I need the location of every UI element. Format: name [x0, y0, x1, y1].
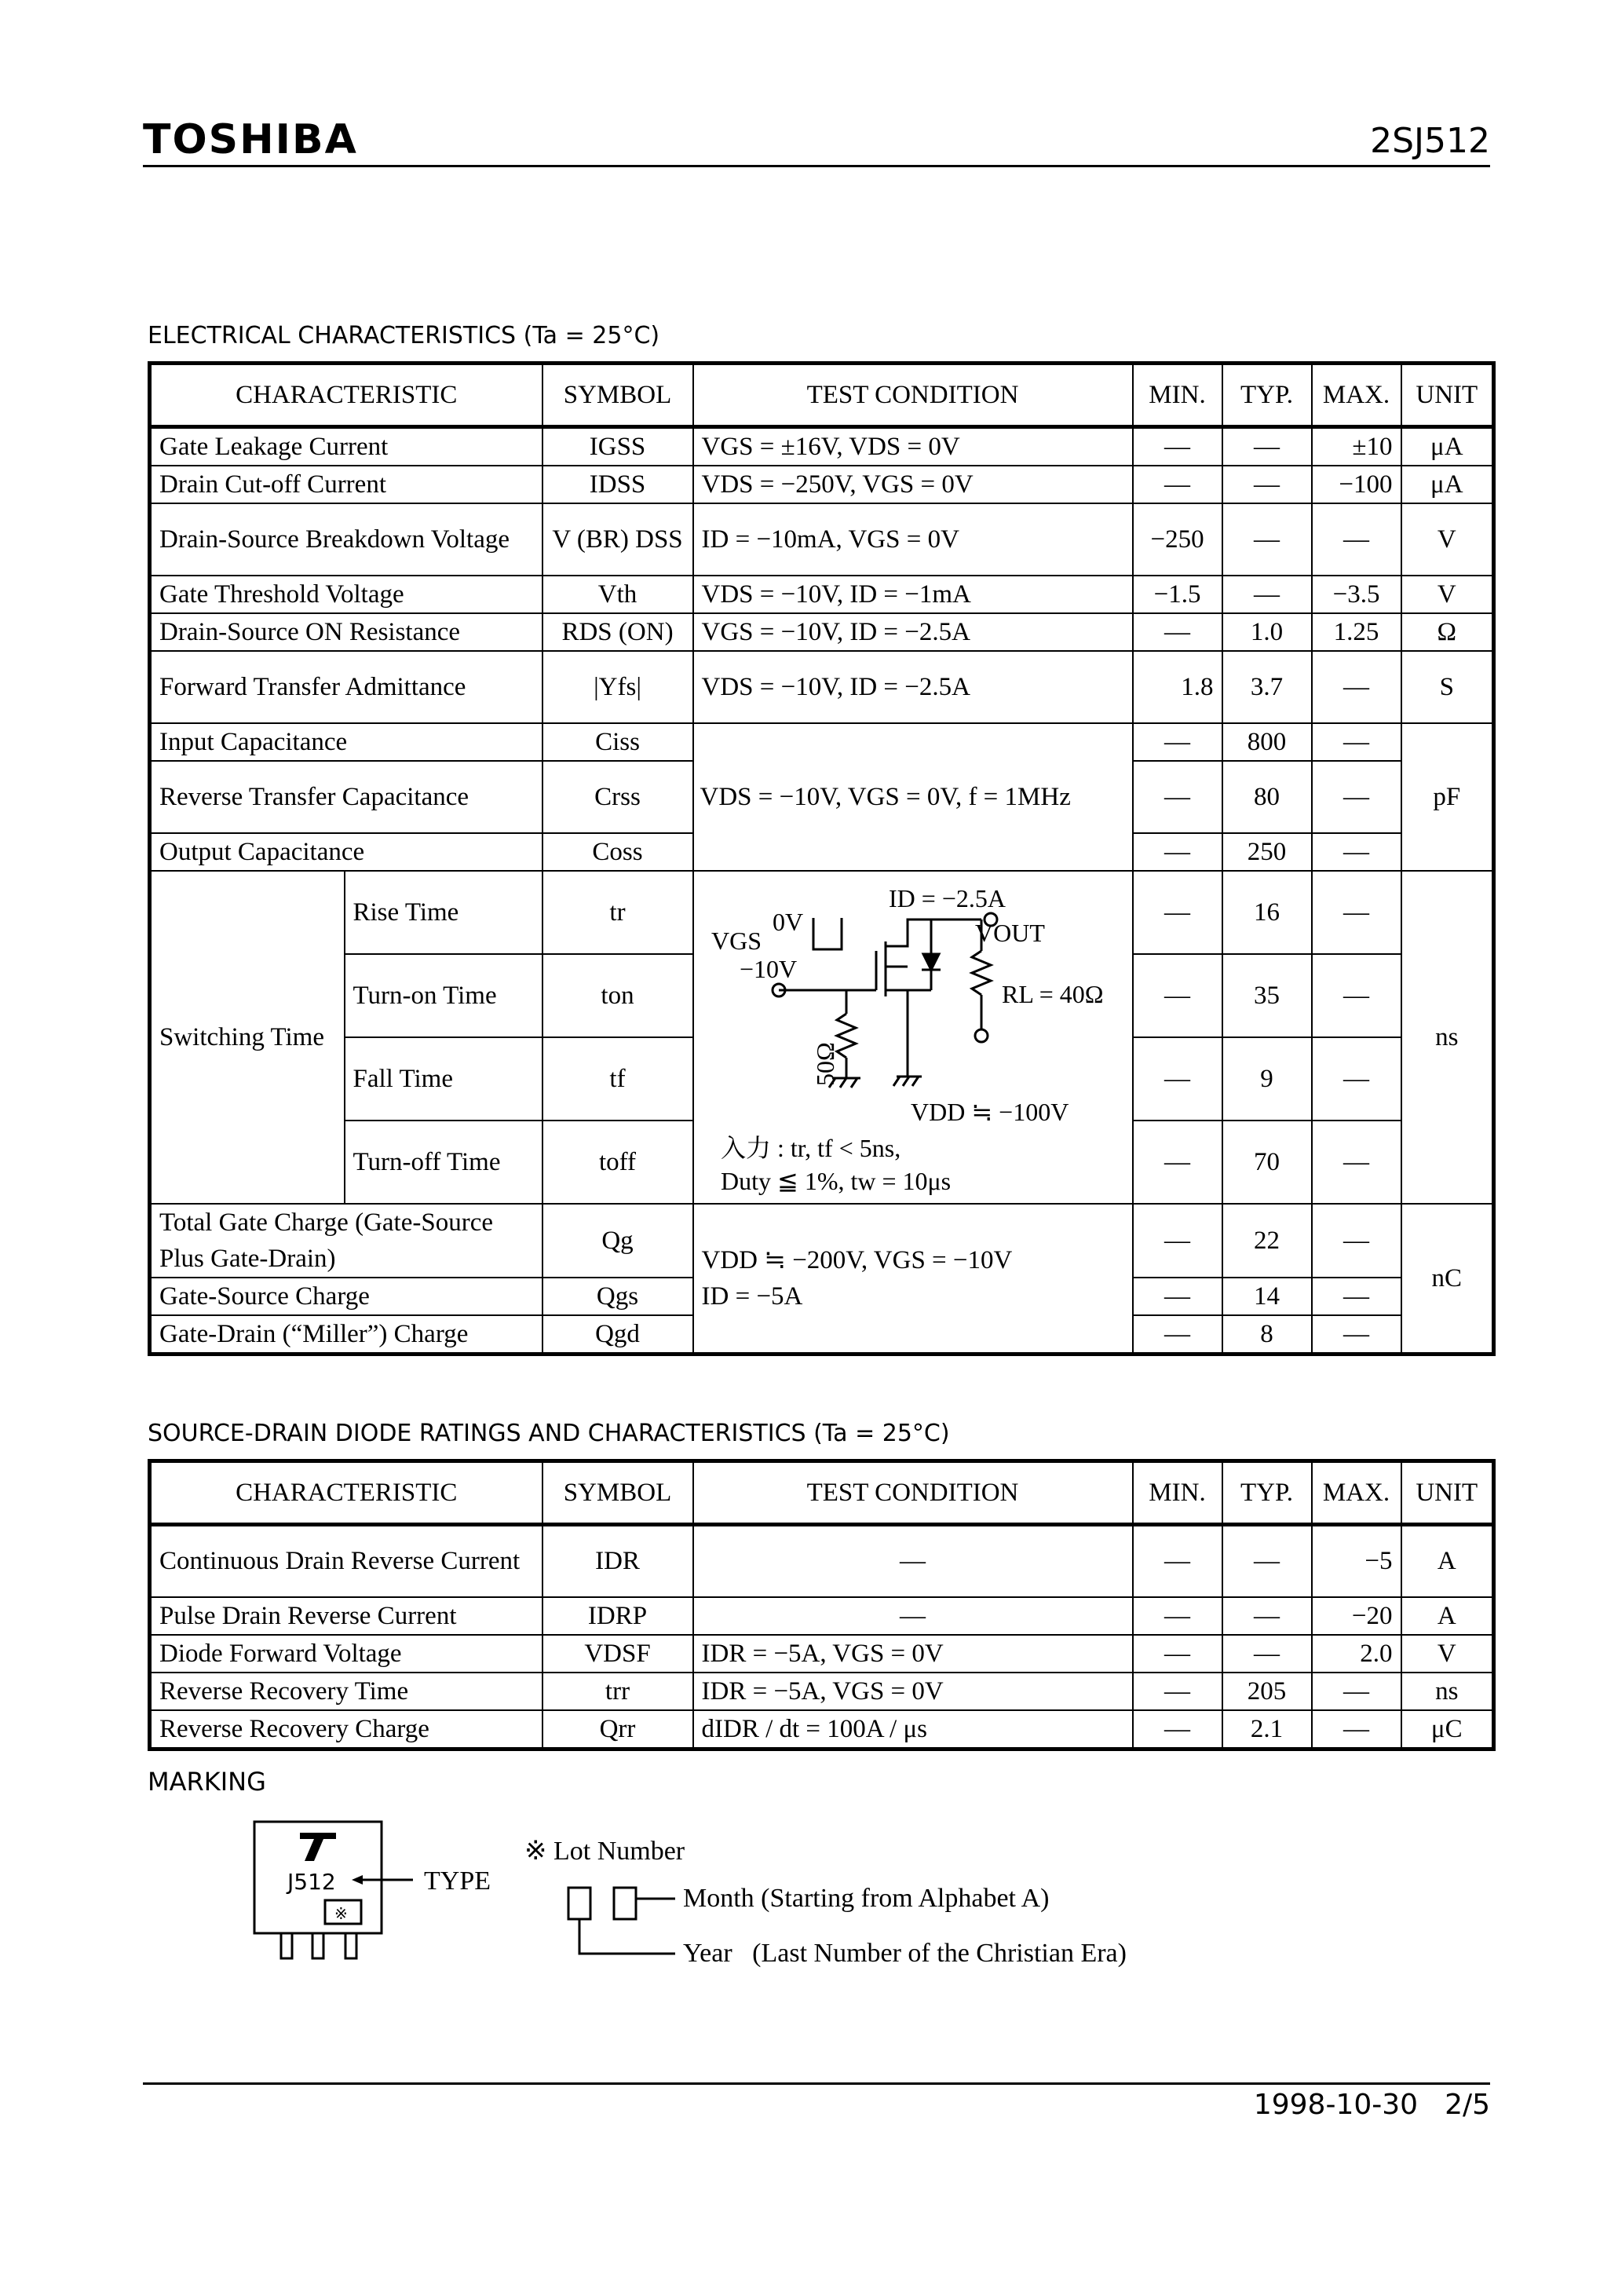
typ-cell: — — [1222, 576, 1312, 613]
switching-unit-cell: ns — [1401, 871, 1494, 1204]
circuit-vgs-label: VGS — [711, 927, 762, 955]
symbol-cell: Vth — [542, 576, 693, 613]
characteristic-cell: Drain-Source ON Resistance — [150, 613, 542, 651]
typ-cell: 2.1 — [1222, 1710, 1312, 1749]
unit-cell: A — [1401, 1525, 1494, 1597]
min-cell: — — [1133, 723, 1222, 761]
gate-charge-condition-line1: VDD ≒ −200V, VGS = −10V — [701, 1246, 1013, 1274]
footer-rule — [143, 2082, 1490, 2085]
condition-cell: dIDR / dt = 100A / μs — [693, 1710, 1133, 1749]
symbol-cell: ton — [542, 954, 693, 1037]
max-cell: — — [1312, 1673, 1401, 1710]
symbol-cell: tr — [542, 871, 693, 954]
circuit-0v-label: 0V — [772, 908, 803, 936]
condition-cell: ID = −10mA, VGS = 0V — [693, 503, 1133, 576]
table-header-row — [150, 364, 1494, 427]
characteristic-cell: Reverse Recovery Time — [150, 1673, 542, 1710]
typ-cell: 800 — [1222, 723, 1312, 761]
unit-cell: μC — [1401, 1710, 1494, 1749]
min-cell: — — [1133, 1673, 1222, 1710]
symbol-cell: Qgd — [542, 1315, 693, 1355]
circuit-vdd-label: VDD ≒ −100V — [910, 1098, 1069, 1126]
max-cell: — — [1312, 954, 1401, 1037]
min-cell: — — [1133, 1597, 1222, 1635]
device-code: J512 — [287, 1869, 336, 1895]
unit-cell: A — [1401, 1597, 1494, 1635]
col-symbol: SYMBOL — [542, 1461, 693, 1525]
load-resistor — [972, 951, 991, 995]
max-cell: −3.5 — [1312, 576, 1401, 613]
circuit-duty-note: Duty ≦ 1%, tw = 10μs — [720, 1167, 951, 1195]
characteristic-cell: Input Capacitance — [150, 723, 542, 761]
section-title-electrical: ELECTRICAL CHARACTERISTICS (Ta = 25°C) — [148, 322, 660, 349]
col-unit: UNIT — [1401, 1461, 1494, 1525]
condition-cell: VDS = −250V, VGS = 0V — [693, 466, 1133, 503]
unit-cell: ns — [1401, 1673, 1494, 1710]
col-characteristic: CHARACTERISTIC — [150, 1461, 542, 1525]
vdd-terminal — [975, 1029, 988, 1042]
typ-cell: 205 — [1222, 1673, 1312, 1710]
characteristic-cell: Drain-Source Breakdown Voltage — [150, 503, 542, 576]
condition-cell: — — [693, 1525, 1133, 1597]
gate-charge-condition-line2: ID = −5A — [701, 1282, 803, 1311]
condition-cell: VGS = −10V, ID = −2.5A — [693, 613, 1133, 651]
col-test-condition: TEST CONDITION — [693, 1461, 1133, 1525]
col-typ: TYP. — [1222, 1461, 1312, 1525]
package-lead — [312, 1933, 323, 1958]
col-unit: UNIT — [1401, 364, 1494, 427]
typ-cell: 9 — [1222, 1037, 1312, 1121]
switching-name-cell: Fall Time — [345, 1037, 542, 1121]
max-cell: −20 — [1312, 1597, 1401, 1635]
typ-cell: 80 — [1222, 761, 1312, 833]
table-row — [150, 1710, 1494, 1749]
col-characteristic: CHARACTERISTIC — [150, 364, 542, 427]
ground-hatch — [912, 1077, 919, 1086]
circuit-10v-label: −10V — [739, 955, 797, 983]
unit-cell: V — [1401, 503, 1494, 576]
characteristic-cell: Reverse Transfer Capacitance — [150, 761, 542, 833]
condition-cell: — — [693, 1597, 1133, 1635]
unit-cell: V — [1401, 576, 1494, 613]
symbol-cell: Qgs — [542, 1278, 693, 1315]
min-cell: — — [1133, 1315, 1222, 1355]
ground-hatch — [851, 1078, 857, 1088]
max-cell: — — [1312, 1204, 1401, 1278]
circuit-rl-label: RL = 40Ω — [1001, 980, 1104, 1008]
col-max: MAX. — [1312, 364, 1401, 427]
max-cell: — — [1312, 1278, 1401, 1315]
footer — [1254, 2089, 1490, 2121]
characteristic-cell: Gate Leakage Current — [150, 427, 542, 466]
symbol-cell: Crss — [542, 761, 693, 833]
toshiba-mark-icon — [300, 1833, 336, 1861]
typ-cell: — — [1222, 427, 1312, 466]
typ-cell: — — [1222, 503, 1312, 576]
typ-cell: 35 — [1222, 954, 1312, 1037]
table-row — [150, 723, 1494, 761]
table-row — [150, 466, 1494, 503]
min-cell: — — [1133, 833, 1222, 871]
min-cell: — — [1133, 1710, 1222, 1749]
min-cell: — — [1133, 1204, 1222, 1278]
col-max: MAX. — [1312, 1461, 1401, 1525]
typ-cell: — — [1222, 1525, 1312, 1597]
table-row — [150, 871, 1494, 954]
pulse-waveform — [813, 918, 842, 949]
unit-cell: μA — [1401, 466, 1494, 503]
max-cell: ±10 — [1312, 427, 1401, 466]
typ-cell: 14 — [1222, 1278, 1312, 1315]
symbol-cell: IDR — [542, 1525, 693, 1597]
header-rule — [143, 165, 1490, 167]
symbol-cell: VDSF — [542, 1635, 693, 1673]
table-row — [150, 1525, 1494, 1597]
typ-cell: 1.0 — [1222, 613, 1312, 651]
switching-name-cell: Rise Time — [345, 871, 542, 954]
type-arrow-head — [352, 1875, 363, 1885]
max-cell: — — [1312, 833, 1401, 871]
footer-page: 2/5 — [1445, 2089, 1490, 2121]
max-cell: — — [1312, 503, 1401, 576]
max-cell: — — [1312, 761, 1401, 833]
min-cell: −1.5 — [1133, 576, 1222, 613]
gate-resistor — [837, 1014, 856, 1058]
col-typ: TYP. — [1222, 364, 1312, 427]
ground-hatch — [903, 1077, 909, 1086]
min-cell: — — [1133, 1037, 1222, 1121]
typ-cell: 3.7 — [1222, 651, 1312, 723]
symbol-cell: IGSS — [542, 427, 693, 466]
typ-cell: — — [1222, 1597, 1312, 1635]
symbol-cell: toff — [542, 1121, 693, 1204]
characteristic-cell: Gate Threshold Voltage — [150, 576, 542, 613]
electrical-characteristics-table — [148, 361, 1496, 1356]
symbol-cell: tf — [542, 1037, 693, 1121]
max-cell: — — [1312, 651, 1401, 723]
marking-title: MARKING — [148, 1767, 266, 1797]
min-cell: — — [1133, 1278, 1222, 1315]
lot-number-label: ※ Lot Number — [524, 1837, 685, 1866]
max-cell: — — [1312, 723, 1401, 761]
condition-cell: IDR = −5A, VGS = 0V — [693, 1673, 1133, 1710]
year-label: Year (Last Number of the Christian Era) — [683, 1939, 1127, 1968]
symbol-cell: IDRP — [542, 1597, 693, 1635]
min-cell: 1.8 — [1133, 651, 1222, 723]
circuit-input-note: 入力 : tr, tf < 5ns, — [720, 1134, 901, 1162]
type-label: TYPE — [424, 1866, 491, 1896]
max-cell: −5 — [1312, 1525, 1401, 1597]
max-cell: — — [1312, 1037, 1401, 1121]
table-row — [150, 503, 1494, 576]
part-number: 2SJ512 — [1370, 121, 1490, 161]
circuit-id-label: ID = −2.5A — [888, 884, 1006, 912]
table-row — [150, 613, 1494, 651]
source-wire — [886, 990, 908, 1077]
section-title-diode: SOURCE-DRAIN DIODE RATINGS AND CHARACTERISTICS (Ta = 25°C) — [148, 1420, 950, 1447]
min-cell: — — [1133, 427, 1222, 466]
month-box — [614, 1888, 636, 1919]
lot-symbol: ※ — [334, 1904, 348, 1923]
ground-hatch — [893, 1077, 900, 1086]
capacitance-condition-cell: VDS = −10V, VGS = 0V, f = 1MHz — [693, 723, 1133, 871]
ground-hatch — [840, 1078, 846, 1088]
min-cell: — — [1133, 466, 1222, 503]
max-cell: — — [1312, 871, 1401, 954]
switching-name-cell: Turn-off Time — [345, 1121, 542, 1204]
min-cell: — — [1133, 1525, 1222, 1597]
symbol-cell: RDS (ON) — [542, 613, 693, 651]
max-cell: — — [1312, 1121, 1401, 1204]
drain-wire — [886, 919, 981, 946]
switching-time-label: Switching Time — [150, 871, 345, 1204]
characteristic-cell: Drain Cut-off Current — [150, 466, 542, 503]
characteristic-cell: Total Gate Charge (Gate-Source Plus Gate-Drain) — [150, 1204, 542, 1278]
typ-cell: 70 — [1222, 1121, 1312, 1204]
condition-cell: VGS = ±16V, VDS = 0V — [693, 427, 1133, 466]
min-cell: — — [1133, 1121, 1222, 1204]
col-test-condition: TEST CONDITION — [693, 364, 1133, 427]
year-box — [568, 1888, 590, 1919]
symbol-cell: |Yfs| — [542, 651, 693, 723]
min-cell: −250 — [1133, 503, 1222, 576]
switching-circuit-diagram — [694, 872, 1131, 1202]
characteristic-cell: Forward Transfer Admittance — [150, 651, 542, 723]
table-row — [150, 1635, 1494, 1673]
characteristic-cell: Gate-Source Charge — [150, 1278, 542, 1315]
table-row — [150, 427, 1494, 466]
unit-cell: Ω — [1401, 613, 1494, 651]
footer-date: 1998-10-30 — [1253, 2089, 1419, 2121]
circuit-vout-label: VOUT — [974, 919, 1045, 947]
typ-cell: — — [1222, 466, 1312, 503]
col-min: MIN. — [1133, 364, 1222, 427]
characteristic-cell: Continuous Drain Reverse Current — [150, 1525, 542, 1597]
table-row — [150, 1673, 1494, 1710]
capacitance-unit-cell: pF — [1401, 723, 1494, 871]
typ-cell: 8 — [1222, 1315, 1312, 1355]
typ-cell: 16 — [1222, 871, 1312, 954]
symbol-cell: IDSS — [542, 466, 693, 503]
table-row — [150, 651, 1494, 723]
min-cell: — — [1133, 761, 1222, 833]
unit-cell: μA — [1401, 427, 1494, 466]
max-cell: 1.25 — [1312, 613, 1401, 651]
year-leader — [579, 1919, 675, 1954]
brand-logo: TOSHIBA — [143, 116, 358, 163]
marking-diagram — [236, 1806, 1335, 1994]
max-cell: — — [1312, 1710, 1401, 1749]
symbol-cell: Ciss — [542, 723, 693, 761]
min-cell: — — [1133, 1635, 1222, 1673]
typ-cell: — — [1222, 1635, 1312, 1673]
switching-test-circuit — [693, 871, 1133, 1204]
min-cell: — — [1133, 871, 1222, 954]
typ-cell: 250 — [1222, 833, 1312, 871]
col-symbol: SYMBOL — [542, 364, 693, 427]
switching-name-cell: Turn-on Time — [345, 954, 542, 1037]
characteristic-cell: Pulse Drain Reverse Current — [150, 1597, 542, 1635]
table-row — [150, 576, 1494, 613]
gate-charge-condition-cell — [693, 1204, 1133, 1355]
month-label: Month (Starting from Alphabet A) — [683, 1884, 1050, 1913]
table-header-row — [150, 1461, 1494, 1525]
circuit-50ohm-label: 50Ω — [810, 1042, 839, 1086]
max-cell: −100 — [1312, 466, 1401, 503]
max-cell: — — [1312, 1315, 1401, 1355]
characteristic-cell: Diode Forward Voltage — [150, 1635, 542, 1673]
min-cell: — — [1133, 613, 1222, 651]
unit-cell: V — [1401, 1635, 1494, 1673]
min-cell: — — [1133, 954, 1222, 1037]
condition-cell: IDR = −5A, VGS = 0V — [693, 1635, 1133, 1673]
characteristic-cell: Output Capacitance — [150, 833, 542, 871]
symbol-cell: Coss — [542, 833, 693, 871]
source-drain-diode-table — [148, 1459, 1496, 1751]
condition-cell: VDS = −10V, ID = −1mA — [693, 576, 1133, 613]
symbol-cell: V (BR) DSS — [542, 503, 693, 576]
max-cell: 2.0 — [1312, 1635, 1401, 1673]
characteristic-cell: Reverse Recovery Charge — [150, 1710, 542, 1749]
unit-cell: S — [1401, 651, 1494, 723]
symbol-cell: Qrr — [542, 1710, 693, 1749]
gate-charge-unit-cell: nC — [1401, 1204, 1494, 1355]
table-row — [150, 1204, 1494, 1278]
package-lead — [281, 1933, 292, 1958]
package-lead — [345, 1933, 356, 1958]
symbol-cell: trr — [542, 1673, 693, 1710]
body-diode — [923, 954, 939, 970]
symbol-cell: Qg — [542, 1204, 693, 1278]
characteristic-cell: Gate-Drain (“Miller”) Charge — [150, 1315, 542, 1355]
typ-cell: 22 — [1222, 1204, 1312, 1278]
table-row — [150, 1597, 1494, 1635]
col-min: MIN. — [1133, 1461, 1222, 1525]
condition-cell: VDS = −10V, ID = −2.5A — [693, 651, 1133, 723]
